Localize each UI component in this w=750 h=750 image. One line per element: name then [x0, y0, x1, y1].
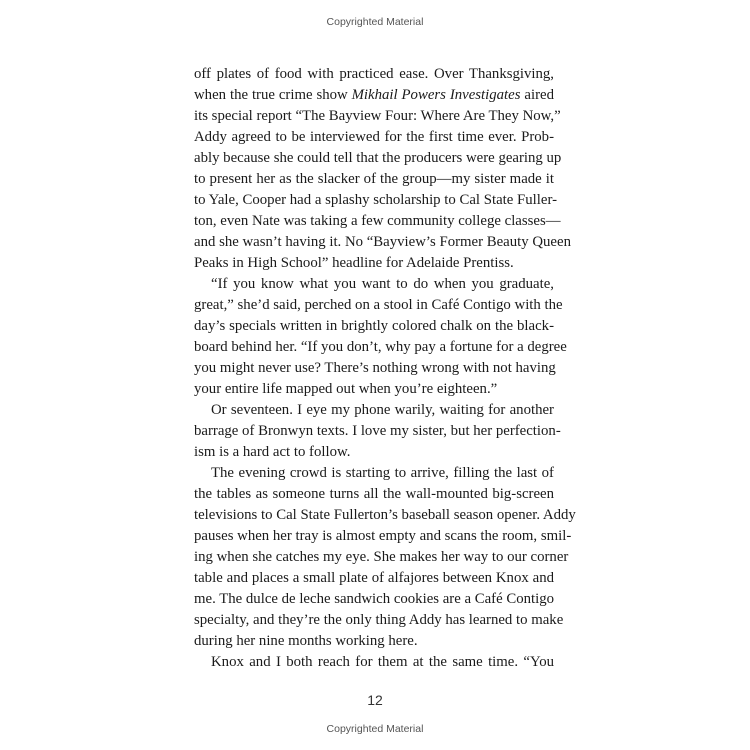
text-line: [194, 589, 554, 610]
text-line: [194, 64, 554, 85]
italic-title: Mikhail Powers Investigates: [351, 87, 521, 103]
text-run: aired: [520, 87, 554, 103]
text-line: [194, 652, 554, 673]
text-line: [194, 253, 554, 274]
text-run: during her nine months working here.: [194, 633, 418, 649]
text-run: me. The dulce de leche sandwich cookies are a Café Contigo: [194, 591, 555, 607]
text-line: [194, 442, 554, 463]
text-run: table and places a small plate of alfajores between Knox and: [194, 570, 554, 586]
text-line: [194, 211, 561, 232]
text-run: your entire life mapped out when you’re eighteen.”: [194, 381, 498, 397]
text-run: to present her as the slacker of the group—my sister made it: [194, 171, 554, 187]
text-run: ably because she could tell that the producers were gearing up: [194, 150, 562, 166]
text-line: [194, 463, 554, 484]
text-run: ing when she catches my eye. She makes her way to our corner: [194, 549, 569, 565]
text-line: [194, 127, 554, 148]
text-run: televisions to Cal State Fullerton’s baseball season opener. Addy: [194, 507, 576, 523]
text-run: Peaks in High School” headline for Adelaide Prentiss.: [194, 255, 514, 271]
text-line: [194, 106, 561, 127]
text-line: [194, 190, 557, 211]
page-number: 12: [367, 692, 383, 708]
text-line: [194, 505, 576, 526]
text-line: [194, 610, 564, 631]
text-line: [194, 547, 569, 568]
copyright-header: Copyrighted Material: [326, 16, 424, 28]
paragraph: [194, 463, 576, 652]
text-line: [194, 526, 572, 547]
text-run: off plates of food with practiced ease. Over Thanksgiving,: [194, 66, 554, 82]
paragraph: [194, 400, 561, 463]
text-run: ton, even Nate was taking a few community college classes—: [194, 213, 561, 229]
text-run: barrage of Bronwyn texts. I love my sister, but her perfection-: [194, 423, 561, 439]
text-line: [194, 85, 554, 106]
text-line: [194, 169, 554, 190]
text-run: when the true crime show: [194, 87, 352, 103]
text-line: [194, 421, 561, 442]
text-line: [194, 568, 554, 589]
paragraph: [194, 64, 571, 274]
text-run: board behind her. “If you don’t, why pay a fortune for a degree: [194, 339, 567, 355]
text-line: [194, 484, 554, 505]
text-line: [194, 358, 554, 379]
text-run: Or seventeen. I eye my phone warily, waiting for another: [211, 402, 554, 418]
text-run: to Yale, Cooper had a splashy scholarship to Cal State Fuller-: [194, 192, 557, 208]
text-line: [194, 379, 554, 400]
text-run: the tables as someone turns all the wall-mounted big-screen: [194, 486, 554, 502]
text-run: pauses when her tray is almost empty and scans the room, smil-: [194, 528, 572, 544]
text-line: [194, 295, 563, 316]
text-run: and she wasn’t having it. No “Bayview’s Former Beauty Queen: [194, 234, 571, 250]
text-run: The evening crowd is starting to arrive, filling the last of: [211, 465, 554, 481]
text-line: [194, 232, 571, 253]
text-line: [194, 400, 554, 421]
text-run: specialty, and they’re the only thing Addy has learned to make: [194, 612, 564, 628]
text-run: day’s specials written in brightly colored chalk on the black-: [194, 318, 554, 334]
text-line: [194, 316, 554, 337]
text-run: great,” she’d said, perched on a stool in Café Contigo with the: [194, 297, 563, 313]
text-run: Addy agreed to be interviewed for the first time ever. Prob-: [194, 129, 554, 145]
text-run: you might never use? There’s nothing wrong with not having: [194, 360, 556, 376]
copyright-footer: Copyrighted Material: [326, 723, 424, 735]
text-run: “If you know what you want to do when you graduate,: [211, 276, 554, 292]
paragraph: [194, 274, 567, 400]
text-run: Knox and I both reach for them at the same time. “You: [211, 654, 554, 670]
text-line: [194, 148, 562, 169]
body-text: [194, 64, 576, 673]
text-run: ism is a hard act to follow.: [194, 444, 351, 460]
text-line: [194, 274, 554, 295]
paragraph: [194, 652, 554, 673]
text-run: its special report “The Bayview Four: Where Are They Now,”: [194, 108, 561, 124]
text-line: [194, 631, 554, 652]
text-line: [194, 337, 567, 358]
